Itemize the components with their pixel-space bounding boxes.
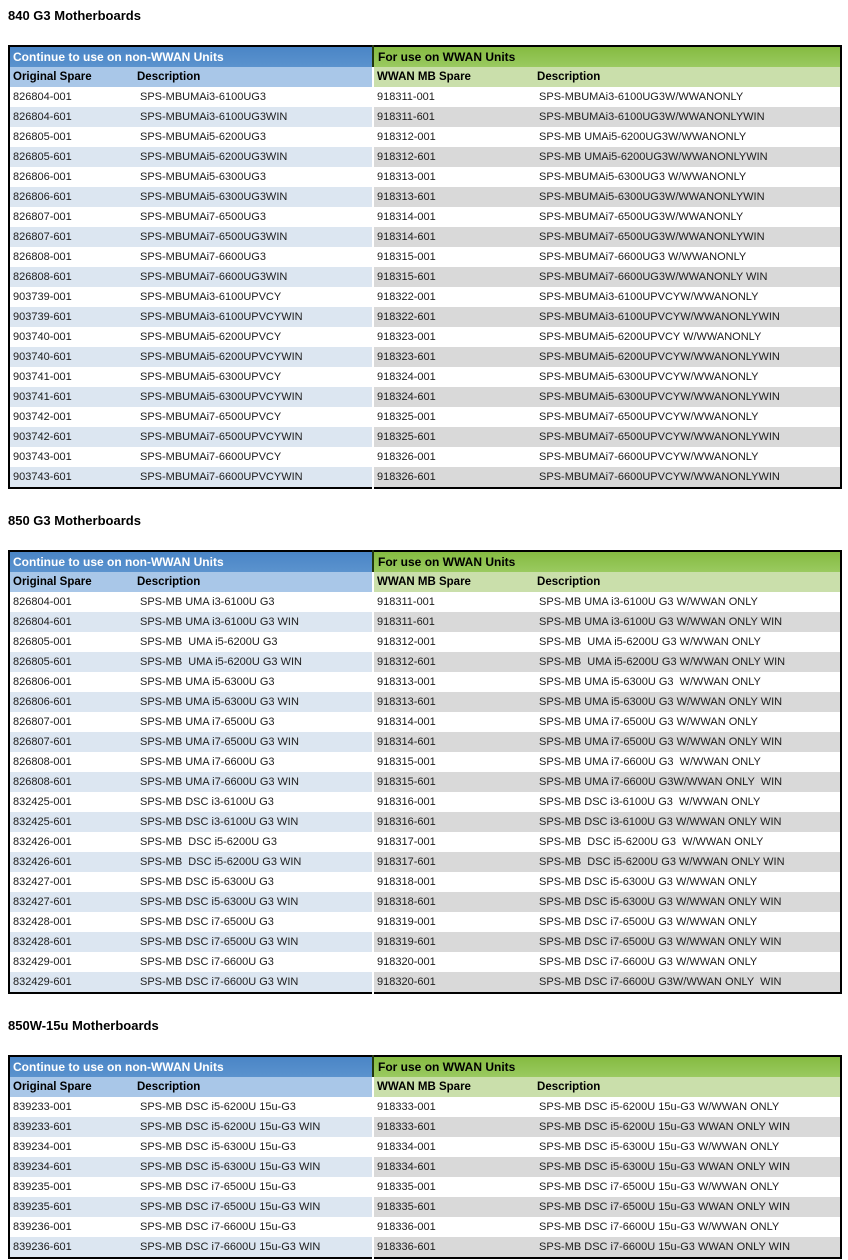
wwan-description-cell: SPS-MB DSC i5-6300U 15u-G3 W/WWAN ONLY [539, 1141, 780, 1153]
wwan-spare-cell: 918323-601 [373, 347, 534, 367]
original-spare-cell: 826804-001 [13, 596, 72, 608]
non-wwan-group-header: Continue to use on non-WWAN Units [9, 551, 373, 572]
description-cell: SPS-MBUMAi7-6600UPVCY [140, 451, 282, 463]
wwan-spare-cell: 918335-001 [373, 1177, 534, 1197]
table-row [9, 592, 841, 612]
section-title: 850 G3 Motherboards [8, 513, 141, 528]
wwan-description-cell: SPS-MBUMAi7-6500UPVCYW/WWANONLY [539, 411, 759, 423]
wwan-description-cell: SPS-MBUMAi7-6500UG3W/WWANONLY [539, 211, 744, 223]
description-cell: SPS-MB DSC i7-6500U G3 [140, 916, 274, 928]
description-cell: SPS-MB UMA i7-6500U G3 WIN [134, 732, 373, 752]
original-spare-cell: 826805-601 [9, 147, 134, 167]
description-cell: SPS-MBUMAi5-6300UPVCYWIN [134, 387, 373, 407]
table-row [9, 1117, 841, 1137]
wwan-spare-cell: 918322-001 [373, 287, 534, 307]
wwan-spare-cell: 918322-601 [373, 307, 534, 327]
table-row [9, 772, 841, 792]
description-cell: SPS-MBUMAi5-6300UG3WIN [134, 187, 373, 207]
original-spare-cell: 826808-601 [9, 267, 134, 287]
wwan-spare-cell: 918313-601 [373, 187, 534, 207]
original-spare-cell: 826806-601 [9, 187, 134, 207]
wwan-spare-cell: 918314-001 [373, 207, 534, 227]
wwan-group-header: For use on WWAN Units [373, 551, 841, 572]
wwan-description-cell: SPS-MBUMAi3-6100UG3W/WWANONLY [539, 91, 744, 103]
description-cell: SPS-MB UMA i5-6300U G3 [140, 676, 275, 688]
wwan-description-cell: SPS-MBUMAi7-6600UG3 W/WWANONLY [539, 251, 747, 263]
wwan-description-cell: SPS-MB DSC i7-6500U 15u-G3 WWAN ONLY WIN [534, 1197, 841, 1217]
wwan-description-cell: SPS-MB DSC i5-6200U 15u-G3 W/WWAN ONLY [539, 1101, 780, 1113]
original-spare-cell: 903739-001 [13, 291, 72, 303]
motherboard-section [8, 512, 840, 994]
original-spare-cell: 832425-001 [13, 796, 72, 808]
wwan-spare-cell: 918336-601 [373, 1237, 534, 1258]
spares-table [8, 1055, 842, 1259]
col-header-original-spare: Original Spare [9, 572, 134, 592]
original-spare-cell: 903741-001 [13, 371, 72, 383]
wwan-description-cell: SPS-MB DSC i5-6200U G3 W/WWAN ONLY WIN [534, 852, 841, 872]
wwan-description-cell: SPS-MB UMA i7-6500U G3 W/WWAN ONLY WIN [534, 732, 841, 752]
wwan-description-cell: SPS-MB UMA i3-6100U G3 W/WWAN ONLY WIN [534, 612, 841, 632]
table-row [9, 347, 841, 367]
wwan-spare-cell: 918335-601 [373, 1197, 534, 1217]
section-title: 850W-15u Motherboards [8, 1018, 159, 1033]
table-row [9, 327, 841, 347]
original-spare-cell: 903743-601 [9, 467, 134, 488]
wwan-spare-cell: 918320-001 [373, 952, 534, 972]
table-row [9, 872, 841, 892]
wwan-spare-cell: 918311-601 [373, 107, 534, 127]
original-spare-cell: 832428-601 [9, 932, 134, 952]
description-cell: SPS-MB DSC i5-6200U G3 [140, 836, 277, 848]
column-header-row [9, 572, 841, 592]
original-spare-cell: 839234-001 [13, 1141, 72, 1153]
wwan-description-cell: SPS-MB DSC i5-6300U G3 W/WWAN ONLY WIN [534, 892, 841, 912]
original-spare-cell: 826805-001 [13, 131, 72, 143]
description-cell: SPS-MB DSC i7-6600U 15u-G3 [140, 1221, 296, 1233]
wwan-description-cell: SPS-MB DSC i5-6300U G3 W/WWAN ONLY [539, 876, 758, 888]
table-row [9, 632, 841, 652]
spares-table [8, 45, 842, 489]
col-header-description: Description [134, 67, 373, 87]
description-cell: SPS-MB DSC i5-6300U G3 WIN [134, 892, 373, 912]
table-row [9, 1237, 841, 1258]
motherboard-section [8, 1017, 840, 1259]
wwan-spare-cell: 918317-001 [373, 832, 534, 852]
description-cell: SPS-MBUMAi3-6100UPVCY [140, 291, 282, 303]
table-row [9, 1197, 841, 1217]
description-cell: SPS-MB DSC i7-6600U 15u-G3 WIN [134, 1237, 373, 1258]
table-row [9, 247, 841, 267]
group-header-row [9, 46, 841, 67]
col-header-description: Description [134, 572, 373, 592]
original-spare-cell: 839233-601 [9, 1117, 134, 1137]
description-cell: SPS-MB DSC i5-6300U 15u-G3 WIN [134, 1157, 373, 1177]
original-spare-cell: 826808-001 [13, 251, 72, 263]
table-row [9, 1157, 841, 1177]
wwan-description-cell: SPS-MB DSC i7-6600U G3W/WWAN ONLY WIN [534, 972, 841, 993]
description-cell: SPS-MBUMAi3-6100UG3 [140, 91, 266, 103]
table-row [9, 852, 841, 872]
wwan-description-cell: SPS-MB UMAi5-6200UG3W/WWANONLY [539, 131, 747, 143]
table-body [9, 1097, 841, 1258]
table-row [9, 1177, 841, 1197]
description-cell: SPS-MB DSC i3-6100U G3 WIN [134, 812, 373, 832]
wwan-description-cell: SPS-MB UMA i5-6200U G3 W/WWAN ONLY WIN [534, 652, 841, 672]
original-spare-cell: 903741-601 [9, 387, 134, 407]
description-cell: SPS-MBUMAi7-6500UPVCYWIN [134, 427, 373, 447]
wwan-spare-cell: 918318-601 [373, 892, 534, 912]
description-cell: SPS-MB DSC i5-6200U 15u-G3 [140, 1101, 296, 1113]
table-row [9, 1137, 841, 1157]
table-row [9, 692, 841, 712]
description-cell: SPS-MB UMA i3-6100U G3 WIN [134, 612, 373, 632]
original-spare-cell: 826804-601 [9, 612, 134, 632]
table-row [9, 652, 841, 672]
table-row [9, 427, 841, 447]
wwan-spare-cell: 918326-601 [373, 467, 534, 488]
col-header-wwan-mb-spare: WWAN MB Spare [373, 67, 534, 87]
wwan-spare-cell: 918325-601 [373, 427, 534, 447]
wwan-description-cell: SPS-MB UMA i3-6100U G3 W/WWAN ONLY [539, 596, 758, 608]
original-spare-cell: 826805-001 [13, 636, 72, 648]
original-spare-cell: 832426-001 [13, 836, 72, 848]
original-spare-cell: 826807-601 [9, 227, 134, 247]
description-cell: SPS-MBUMAi7-6500UPVCY [140, 411, 282, 423]
wwan-spare-cell: 918336-001 [373, 1217, 534, 1237]
description-cell: SPS-MB UMA i5-6200U G3 WIN [134, 652, 373, 672]
wwan-description-cell: SPS-MBUMAi7-6500UG3W/WWANONLYWIN [534, 227, 841, 247]
non-wwan-group-header: Continue to use on non-WWAN Units [9, 1056, 373, 1077]
wwan-description-cell: SPS-MB DSC i7-6500U G3 W/WWAN ONLY WIN [534, 932, 841, 952]
wwan-description-cell: SPS-MB DSC i5-6200U 15u-G3 WWAN ONLY WIN [534, 1117, 841, 1137]
wwan-description-cell: SPS-MBUMAi5-6200UPVCY W/WWANONLY [539, 331, 762, 343]
wwan-description-cell: SPS-MB UMAi5-6200UG3W/WWANONLYWIN [534, 147, 841, 167]
original-spare-cell: 903740-601 [9, 347, 134, 367]
wwan-spare-cell: 918315-001 [373, 247, 534, 267]
motherboard-section [8, 7, 840, 489]
description-cell: SPS-MBUMAi7-6500UG3WIN [134, 227, 373, 247]
original-spare-cell: 826804-601 [9, 107, 134, 127]
wwan-spare-cell: 918319-001 [373, 912, 534, 932]
table-row [9, 207, 841, 227]
table-row [9, 367, 841, 387]
wwan-description-cell: SPS-MBUMAi3-6100UG3W/WWANONLYWIN [534, 107, 841, 127]
wwan-spare-cell: 918315-601 [373, 772, 534, 792]
original-spare-cell: 826807-001 [13, 211, 72, 223]
original-spare-cell: 826806-001 [13, 171, 72, 183]
description-cell: SPS-MB DSC i5-6300U G3 [140, 876, 274, 888]
table-row [9, 267, 841, 287]
group-header-row [9, 551, 841, 572]
original-spare-cell: 903742-001 [13, 411, 72, 423]
table-row [9, 812, 841, 832]
table-row [9, 167, 841, 187]
table-row [9, 1217, 841, 1237]
original-spare-cell: 903739-601 [9, 307, 134, 327]
description-cell: SPS-MBUMAi3-6100UPVCYWIN [134, 307, 373, 327]
wwan-spare-cell: 918316-001 [373, 792, 534, 812]
wwan-description-cell: SPS-MB UMA i5-6300U G3 W/WWAN ONLY WIN [534, 692, 841, 712]
wwan-spare-cell: 918314-601 [373, 732, 534, 752]
wwan-description-cell: SPS-MB DSC i3-6100U G3 W/WWAN ONLY [539, 796, 761, 808]
original-spare-cell: 839234-601 [9, 1157, 134, 1177]
description-cell: SPS-MBUMAi7-6600UG3 [140, 251, 266, 263]
table-row [9, 227, 841, 247]
wwan-description-cell: SPS-MB DSC i7-6500U 15u-G3 W/WWAN ONLY [539, 1181, 780, 1193]
wwan-spare-cell: 918311-001 [373, 87, 534, 107]
wwan-spare-cell: 918314-601 [373, 227, 534, 247]
original-spare-cell: 832427-001 [13, 876, 72, 888]
wwan-spare-cell: 918324-601 [373, 387, 534, 407]
description-cell: SPS-MB DSC i5-6200U G3 WIN [134, 852, 373, 872]
description-cell: SPS-MB UMA i7-6600U G3 [140, 756, 275, 768]
wwan-description-cell: SPS-MBUMAi5-6300UG3 W/WWANONLY [539, 171, 747, 183]
wwan-spare-cell: 918334-601 [373, 1157, 534, 1177]
wwan-spare-cell: 918313-001 [373, 167, 534, 187]
table-row [9, 732, 841, 752]
wwan-spare-cell: 918312-001 [373, 127, 534, 147]
description-cell: SPS-MBUMAi3-6100UG3WIN [134, 107, 373, 127]
original-spare-cell: 832429-601 [9, 972, 134, 993]
table-row [9, 127, 841, 147]
wwan-description-cell: SPS-MBUMAi3-6100UPVCYW/WWANONLY [539, 291, 759, 303]
original-spare-cell: 839233-001 [13, 1101, 72, 1113]
table-body [9, 592, 841, 993]
table-row [9, 107, 841, 127]
wwan-spare-cell: 918311-001 [373, 592, 534, 612]
original-spare-cell: 903742-601 [9, 427, 134, 447]
wwan-spare-cell: 918311-601 [373, 612, 534, 632]
column-header-row [9, 67, 841, 87]
spares-table [8, 550, 842, 994]
wwan-description-cell: SPS-MB DSC i3-6100U G3 W/WWAN ONLY WIN [534, 812, 841, 832]
original-spare-cell: 826805-601 [9, 652, 134, 672]
description-cell: SPS-MB DSC i5-6200U 15u-G3 WIN [134, 1117, 373, 1137]
wwan-spare-cell: 918333-601 [373, 1117, 534, 1137]
wwan-spare-cell: 918312-001 [373, 632, 534, 652]
wwan-description-cell: SPS-MB UMA i5-6200U G3 W/WWAN ONLY [539, 636, 761, 648]
wwan-spare-cell: 918319-601 [373, 932, 534, 952]
col-header-original-spare: Original Spare [9, 1077, 134, 1097]
wwan-spare-cell: 918326-001 [373, 447, 534, 467]
table-row [9, 87, 841, 107]
col-header-wwan-description: Description [534, 1077, 841, 1097]
wwan-spare-cell: 918316-601 [373, 812, 534, 832]
wwan-spare-cell: 918317-601 [373, 852, 534, 872]
original-spare-cell: 832429-001 [13, 956, 72, 968]
description-cell: SPS-MBUMAi5-6300UG3 [140, 171, 266, 183]
wwan-spare-cell: 918325-001 [373, 407, 534, 427]
wwan-description-cell: SPS-MB DSC i7-6600U 15u-G3 W/WWAN ONLY [539, 1221, 780, 1233]
description-cell: SPS-MB UMA i3-6100U G3 [140, 596, 275, 608]
table-row [9, 407, 841, 427]
wwan-spare-cell: 918313-001 [373, 672, 534, 692]
wwan-description-cell: SPS-MB DSC i7-6600U G3 W/WWAN ONLY [539, 956, 758, 968]
description-cell: SPS-MBUMAi5-6300UPVCY [140, 371, 282, 383]
description-cell: SPS-MB UMA i7-6500U G3 [140, 716, 275, 728]
table-row [9, 892, 841, 912]
original-spare-cell: 826807-601 [9, 732, 134, 752]
description-cell: SPS-MB UMA i7-6600U G3 WIN [134, 772, 373, 792]
original-spare-cell: 839236-601 [9, 1237, 134, 1258]
table-row [9, 912, 841, 932]
col-header-original-spare: Original Spare [9, 67, 134, 87]
original-spare-cell: 832425-601 [9, 812, 134, 832]
table-row [9, 467, 841, 488]
non-wwan-group-header: Continue to use on non-WWAN Units [9, 46, 373, 67]
col-header-wwan-mb-spare: WWAN MB Spare [373, 572, 534, 592]
description-cell: SPS-MB DSC i5-6300U 15u-G3 [140, 1141, 296, 1153]
original-spare-cell: 903743-001 [13, 451, 72, 463]
table-row [9, 932, 841, 952]
original-spare-cell: 839236-001 [13, 1221, 72, 1233]
description-cell: SPS-MBUMAi5-6200UG3WIN [134, 147, 373, 167]
original-spare-cell: 832428-001 [13, 916, 72, 928]
wwan-description-cell: SPS-MBUMAi7-6500UPVCYW/WWANONLYWIN [534, 427, 841, 447]
wwan-description-cell: SPS-MB DSC i7-6500U G3 W/WWAN ONLY [539, 916, 758, 928]
wwan-group-header: For use on WWAN Units [373, 46, 841, 67]
wwan-description-cell: SPS-MBUMAi7-6600UPVCYW/WWANONLYWIN [534, 467, 841, 488]
wwan-spare-cell: 918334-001 [373, 1137, 534, 1157]
description-cell: SPS-MB DSC i7-6600U G3 WIN [134, 972, 373, 993]
description-cell: SPS-MBUMAi5-6200UG3 [140, 131, 266, 143]
table-row [9, 672, 841, 692]
original-spare-cell: 826807-001 [13, 716, 72, 728]
wwan-description-cell: SPS-MB UMA i7-6500U G3 W/WWAN ONLY [539, 716, 758, 728]
wwan-description-cell: SPS-MBUMAi3-6100UPVCYW/WWANONLYWIN [534, 307, 841, 327]
wwan-spare-cell: 918313-601 [373, 692, 534, 712]
original-spare-cell: 903740-001 [13, 331, 72, 343]
wwan-spare-cell: 918315-001 [373, 752, 534, 772]
table-row [9, 712, 841, 732]
description-cell: SPS-MBUMAi7-6500UG3 [140, 211, 266, 223]
wwan-spare-cell: 918312-601 [373, 652, 534, 672]
col-header-description: Description [134, 1077, 373, 1097]
wwan-description-cell: SPS-MBUMAi5-6300UG3W/WWANONLYWIN [534, 187, 841, 207]
description-cell: SPS-MB DSC i3-6100U G3 [140, 796, 274, 808]
table-row [9, 287, 841, 307]
description-cell: SPS-MB DSC i7-6500U G3 WIN [134, 932, 373, 952]
wwan-spare-cell: 918320-601 [373, 972, 534, 993]
original-spare-cell: 826804-001 [13, 91, 72, 103]
wwan-description-cell: SPS-MBUMAi5-6300UPVCYW/WWANONLY [539, 371, 759, 383]
table-row [9, 447, 841, 467]
wwan-spare-cell: 918323-001 [373, 327, 534, 347]
wwan-description-cell: SPS-MB UMA i5-6300U G3 W/WWAN ONLY [539, 676, 761, 688]
original-spare-cell: 826806-001 [13, 676, 72, 688]
table-row [9, 612, 841, 632]
description-cell: SPS-MB DSC i7-6600U G3 [140, 956, 274, 968]
wwan-spare-cell: 918315-601 [373, 267, 534, 287]
wwan-description-cell: SPS-MB DSC i7-6600U 15u-G3 WWAN ONLY WIN [534, 1237, 841, 1258]
description-cell: SPS-MBUMAi5-6200UPVCYWIN [134, 347, 373, 367]
group-header-row [9, 1056, 841, 1077]
col-header-wwan-description: Description [534, 67, 841, 87]
description-cell: SPS-MBUMAi7-6600UPVCYWIN [134, 467, 373, 488]
wwan-spare-cell: 918312-601 [373, 147, 534, 167]
col-header-wwan-description: Description [534, 572, 841, 592]
section-title: 840 G3 Motherboards [8, 8, 141, 23]
wwan-spare-cell: 918333-001 [373, 1097, 534, 1117]
wwan-description-cell: SPS-MBUMAi7-6600UG3W/WWANONLY WIN [534, 267, 841, 287]
original-spare-cell: 832427-601 [9, 892, 134, 912]
wwan-spare-cell: 918318-001 [373, 872, 534, 892]
table-row [9, 307, 841, 327]
wwan-description-cell: SPS-MBUMAi5-6200UPVCYW/WWANONLYWIN [534, 347, 841, 367]
column-header-row [9, 1077, 841, 1097]
wwan-description-cell: SPS-MB UMA i7-6600U G3 W/WWAN ONLY [539, 756, 761, 768]
wwan-spare-cell: 918314-001 [373, 712, 534, 732]
table-row [9, 792, 841, 812]
description-cell: SPS-MB UMA i5-6200U G3 [140, 636, 278, 648]
col-header-wwan-mb-spare: WWAN MB Spare [373, 1077, 534, 1097]
wwan-description-cell: SPS-MBUMAi5-6300UPVCYW/WWANONLYWIN [534, 387, 841, 407]
description-cell: SPS-MBUMAi5-6200UPVCY [140, 331, 282, 343]
wwan-group-header: For use on WWAN Units [373, 1056, 841, 1077]
original-spare-cell: 832426-601 [9, 852, 134, 872]
original-spare-cell: 839235-601 [9, 1197, 134, 1217]
wwan-description-cell: SPS-MB DSC i5-6300U 15u-G3 WWAN ONLY WIN [534, 1157, 841, 1177]
table-row [9, 1097, 841, 1117]
description-cell: SPS-MB DSC i7-6500U 15u-G3 WIN [134, 1197, 373, 1217]
original-spare-cell: 826808-001 [13, 756, 72, 768]
original-spare-cell: 826808-601 [9, 772, 134, 792]
table-row [9, 387, 841, 407]
table-row [9, 832, 841, 852]
wwan-description-cell: SPS-MB DSC i5-6200U G3 W/WWAN ONLY [539, 836, 764, 848]
table-row [9, 187, 841, 207]
table-row [9, 147, 841, 167]
table-row [9, 752, 841, 772]
table-row [9, 952, 841, 972]
wwan-description-cell: SPS-MB UMA i7-6600U G3W/WWAN ONLY WIN [534, 772, 841, 792]
original-spare-cell: 826806-601 [9, 692, 134, 712]
description-cell: SPS-MBUMAi7-6600UG3WIN [134, 267, 373, 287]
description-cell: SPS-MB DSC i7-6500U 15u-G3 [140, 1181, 296, 1193]
wwan-spare-cell: 918324-001 [373, 367, 534, 387]
wwan-description-cell: SPS-MBUMAi7-6600UPVCYW/WWANONLY [539, 451, 759, 463]
original-spare-cell: 839235-001 [13, 1181, 72, 1193]
table-body [9, 87, 841, 488]
table-row [9, 972, 841, 993]
description-cell: SPS-MB UMA i5-6300U G3 WIN [134, 692, 373, 712]
